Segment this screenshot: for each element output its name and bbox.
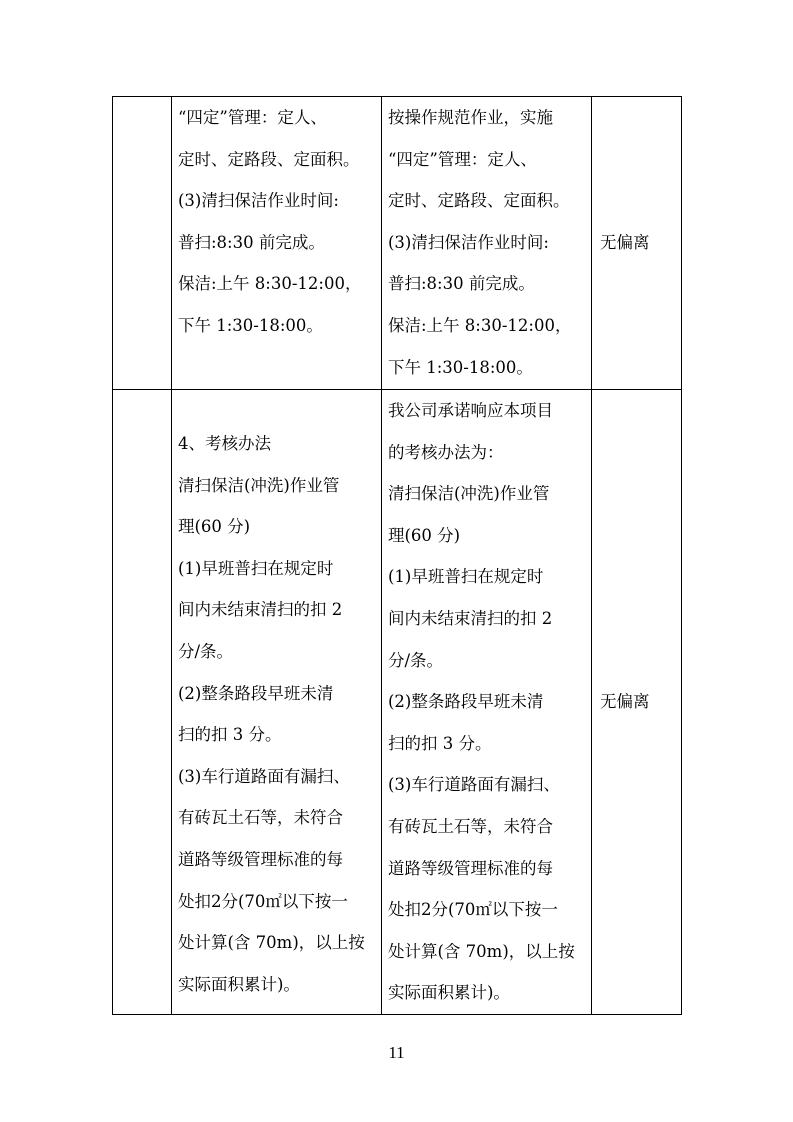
text-line: 分/条。 <box>178 641 234 661</box>
text-line: 理(60 分) <box>388 525 461 545</box>
index-cell <box>113 390 172 1015</box>
response-text <box>382 97 591 388</box>
text-line: 处扣2分(70㎡以下按一 <box>178 891 348 911</box>
table-row <box>113 390 682 1015</box>
deviation-text: 无偏离 <box>600 233 650 252</box>
text-line: 保洁:上午 8:30-12:00， <box>388 315 572 335</box>
text-line: 处扣2分(70㎡以下按一 <box>388 900 558 920</box>
text-line: 理(60 分) <box>178 517 251 537</box>
text-line: (1)早班普扫在规定时 <box>388 567 544 587</box>
text-line: 定时、定路段、定面积。 <box>388 191 570 211</box>
text-line: (3)清扫保洁作业时间: <box>388 232 549 252</box>
deviation-cell <box>592 390 682 1015</box>
text-line: (3)清扫保洁作业时间: <box>178 191 339 211</box>
text-line: 下午 1:30-18:00。 <box>178 315 323 335</box>
text-line: 清扫保洁(冲洗)作业管 <box>178 475 340 495</box>
text-line: 扫的扣 3 分。 <box>178 725 282 745</box>
text-line: 间内未结束清扫的扣 2 <box>178 600 343 620</box>
text-line: 普扫:8:30 前完成。 <box>178 232 325 252</box>
index-cell <box>113 97 172 390</box>
text-line: 实际面积累计)。 <box>388 983 510 1003</box>
text-line: 扫的扣 3 分。 <box>388 733 492 753</box>
text-line: 4、考核办法 <box>178 434 271 453</box>
requirement-text <box>172 97 381 347</box>
text-line: “四定”管理：定人、 <box>178 108 327 127</box>
text-line: 道路等级管理标准的每 <box>178 849 343 869</box>
text-line: 下午 1:30-18:00。 <box>388 357 533 377</box>
text-line: 有砖瓦土石等，未符合 <box>388 816 553 836</box>
text-line: 我公司承诺响应本项目 <box>388 401 553 420</box>
response-cell <box>382 97 592 390</box>
compliance-table <box>112 96 682 1015</box>
text-line: 的考核办法为： <box>388 442 504 462</box>
requirement-cell <box>172 390 382 1015</box>
text-line: (2)整条路段早班未清 <box>388 692 544 712</box>
text-line: (3)车行道路面有漏扫、 <box>388 775 560 795</box>
table-row <box>113 97 682 390</box>
page-number: 11 <box>388 1043 405 1062</box>
text-line: “四定”管理：定人、 <box>388 149 537 169</box>
text-line: 普扫:8:30 前完成。 <box>388 274 535 294</box>
text-line: 实际面积累计)。 <box>178 974 300 994</box>
text-line: (1)早班普扫在规定时 <box>178 558 334 578</box>
text-line: 道路等级管理标准的每 <box>388 858 553 878</box>
response-text <box>382 390 591 1014</box>
text-line: 间内未结束清扫的扣 2 <box>388 608 553 628</box>
text-line: 有砖瓦土石等，未符合 <box>178 808 343 828</box>
deviation-text: 无偏离 <box>600 692 650 711</box>
text-line: 按操作规范作业，实施 <box>388 108 553 127</box>
deviation-cell <box>592 97 682 390</box>
text-line: (3)车行道路面有漏扫、 <box>178 766 350 786</box>
text-line: 处计算(含 70m)，以上按 <box>388 941 575 961</box>
requirement-text <box>172 390 381 1005</box>
text-line: 分/条。 <box>388 650 444 670</box>
text-line: 保洁:上午 8:30-12:00， <box>178 274 362 294</box>
text-line: 定时、定路段、定面积。 <box>178 149 360 169</box>
text-line: 清扫保洁(冲洗)作业管 <box>388 484 550 504</box>
requirement-cell <box>172 97 382 390</box>
text-line: 处计算(含 70m)，以上按 <box>178 933 365 953</box>
response-cell <box>382 390 592 1015</box>
text-line: (2)整条路段早班未清 <box>178 683 334 703</box>
